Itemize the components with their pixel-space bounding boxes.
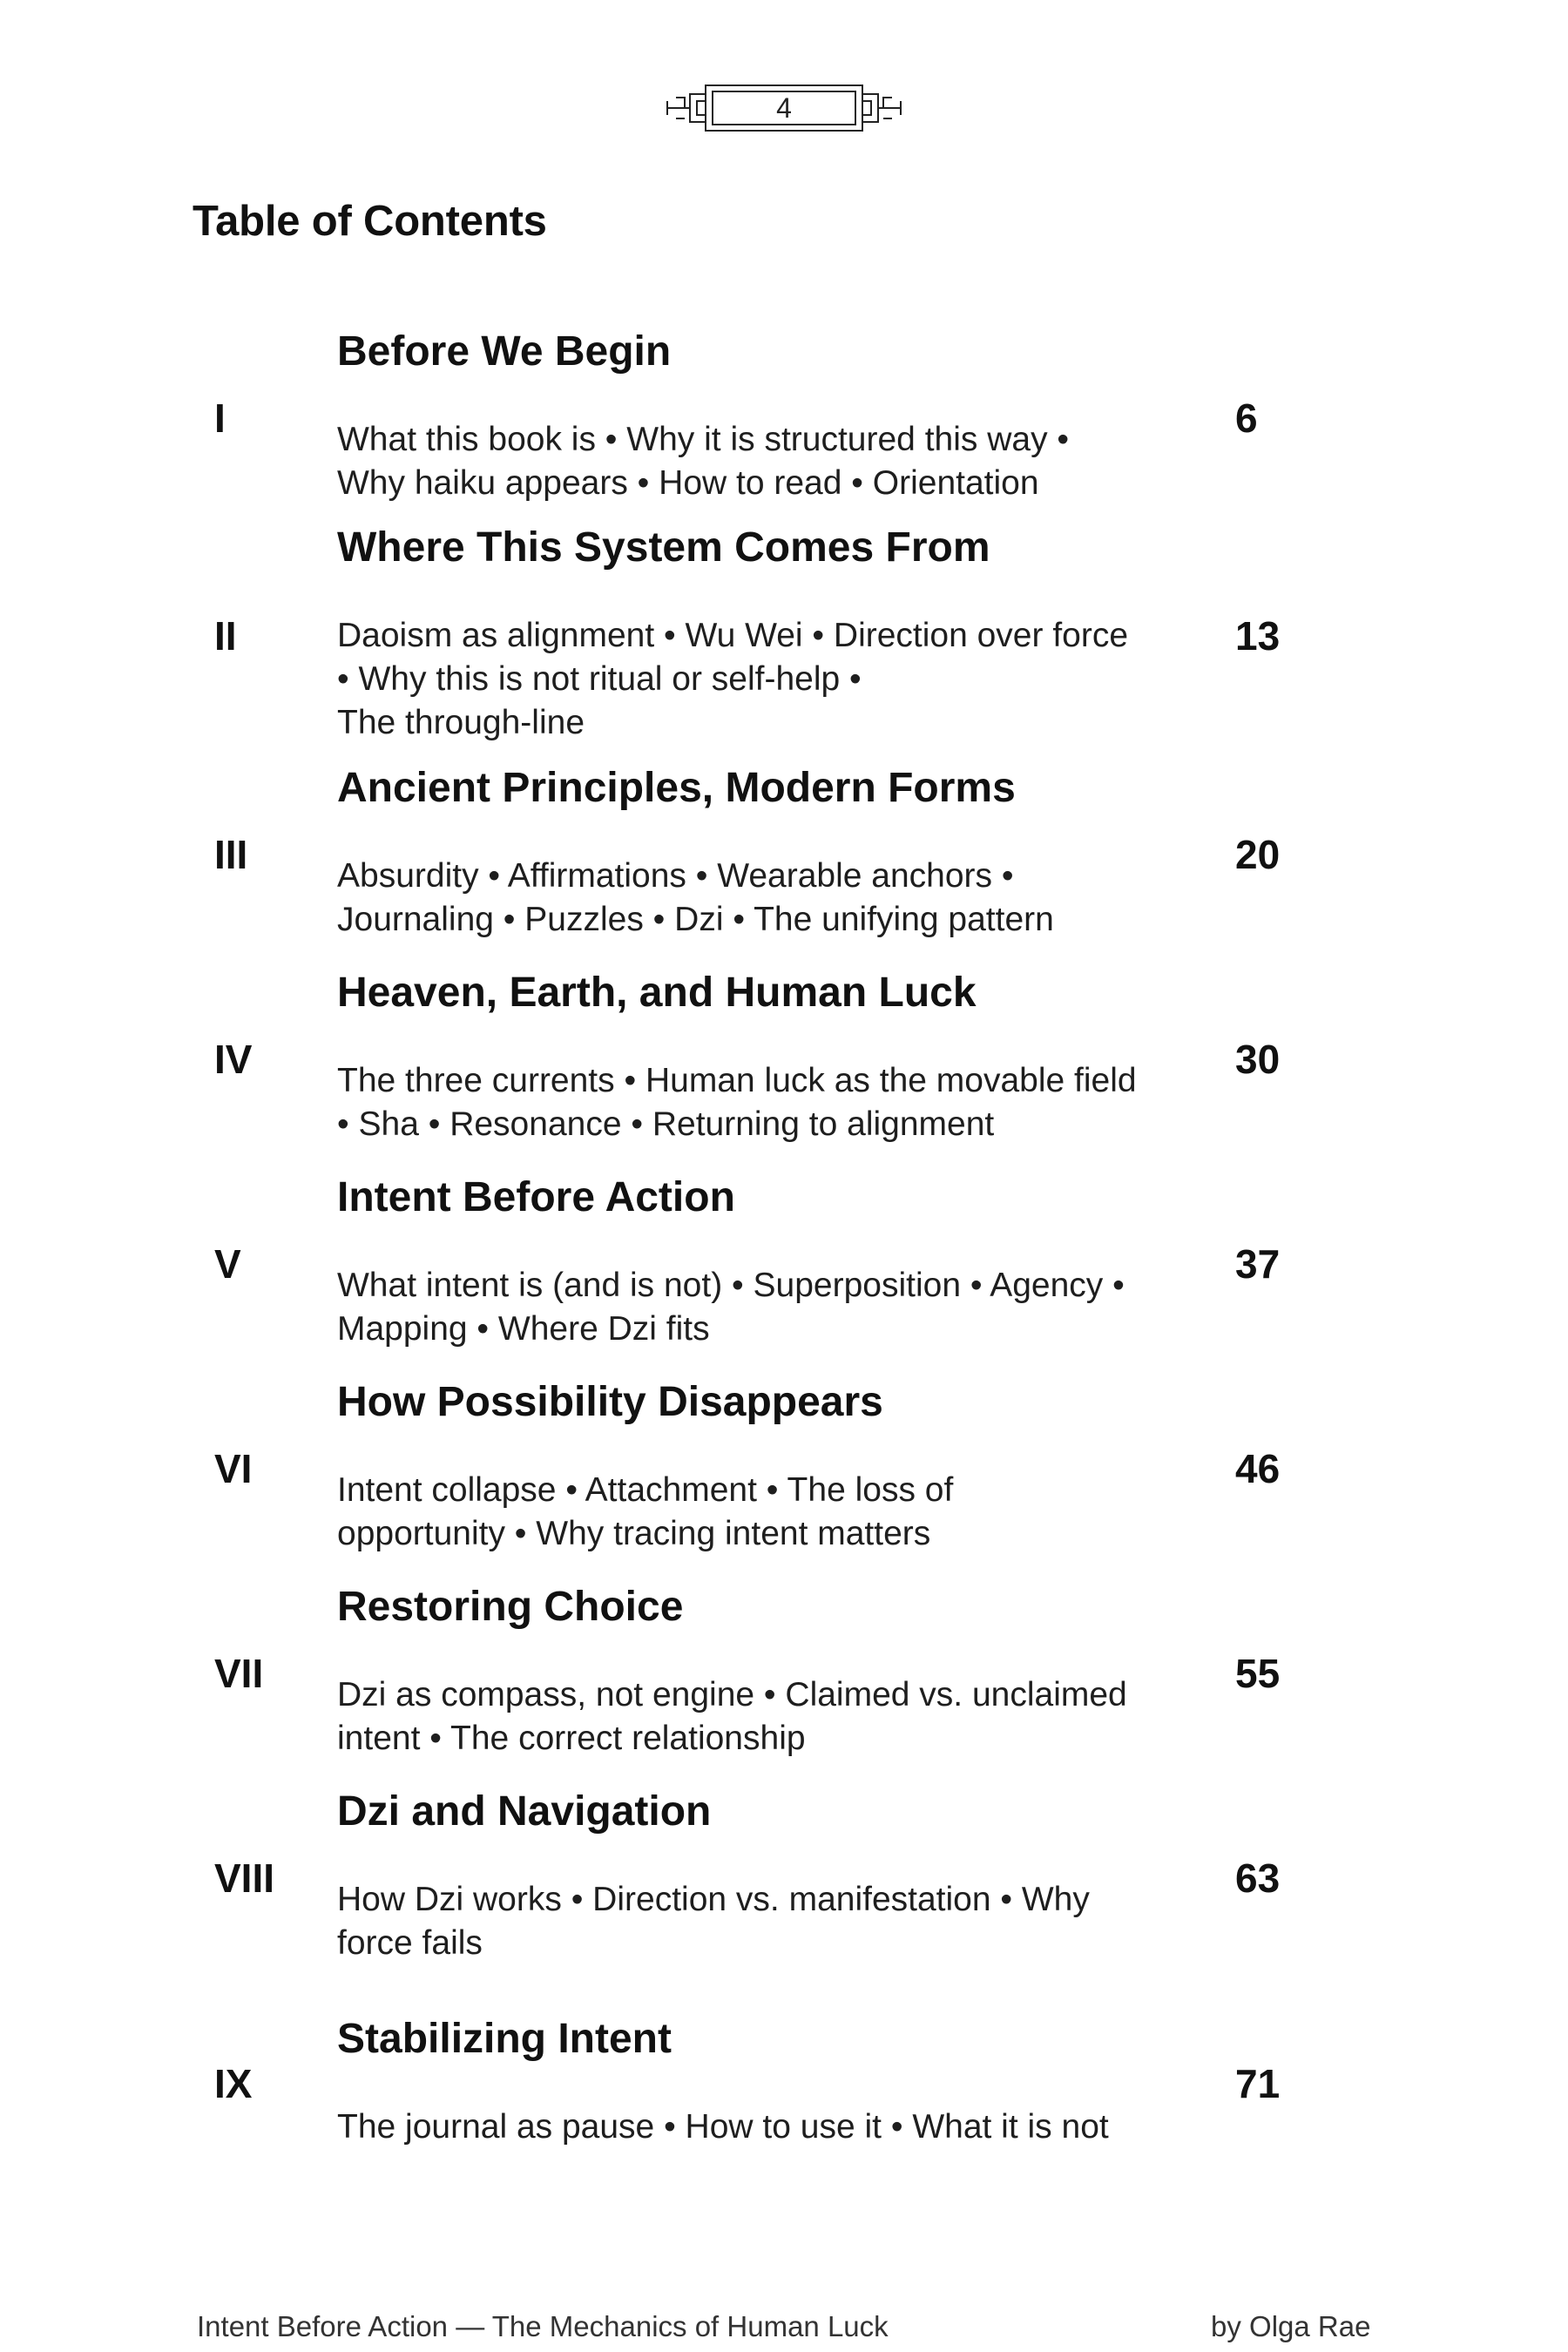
chapter-page-number: 46: [1235, 1446, 1281, 1491]
chapter-summary: The journal as pause • How to use it • What it is not: [337, 2108, 1109, 2146]
page-number: 4: [776, 92, 792, 124]
page-number-ornament: [664, 77, 904, 139]
chapter-page-number: 63: [1235, 1855, 1281, 1901]
chapter-page-number: 6: [1235, 395, 1258, 441]
footer-book-title: Intent Before Action — The Mechanics of Human Luck: [197, 2310, 889, 2342]
chapter-summary: What intent is (and is not) • Superposition • Agency • Mapping • Where Dzi fits: [337, 1267, 1125, 1348]
chapter-page-number: 13: [1235, 613, 1281, 659]
chapter-page-number: 20: [1235, 832, 1281, 877]
chapter-page-number: 37: [1235, 1241, 1281, 1287]
chapter-page-number: 71: [1235, 2061, 1281, 2106]
chapter-summary: Dzi as compass, not engine • Claimed vs. unclaimed intent • The correct relationship: [337, 1676, 1127, 1757]
chapter-title: Stabilizing Intent: [337, 2016, 672, 2062]
chapter-numeral: III: [214, 832, 248, 877]
chapter-title: Dzi and Navigation: [337, 1788, 712, 1835]
chapter-numeral: VI: [214, 1446, 253, 1491]
footer-author: by Olga Rae: [1211, 2310, 1371, 2342]
chapter-title: Intent Before Action: [337, 1174, 735, 1220]
chapter-summary: How Dzi works • Direction vs. manifestation • Why force fails: [337, 1881, 1090, 1962]
chapter-numeral: V: [214, 1241, 241, 1287]
chapter-title: Ancient Principles, Modern Forms: [337, 765, 1016, 811]
toc-heading: Table of Contents: [193, 198, 547, 245]
chapter-title: Heaven, Earth, and Human Luck: [337, 970, 977, 1016]
chapter-numeral: IX: [214, 2061, 253, 2106]
chapter-summary: Intent collapse • Attachment • The loss of opportunity • Why tracing intent matters: [337, 1471, 954, 1552]
chapter-numeral: I: [214, 395, 226, 441]
chapter-numeral: II: [214, 613, 237, 659]
chapter-numeral: VII: [214, 1651, 264, 1696]
chapter-summary: What this book is • Why it is structured this way • Why haiku appears • How to read • Orientation: [337, 421, 1070, 502]
chapter-page-number: 30: [1235, 1037, 1281, 1082]
chapter-title: Where This System Comes From: [337, 524, 990, 571]
chapter-page-number: 55: [1235, 1651, 1281, 1696]
chapter-numeral: IV: [214, 1037, 253, 1082]
chapter-title: How Possibility Disappears: [337, 1379, 883, 1425]
chapter-summary: Absurdity • Affirmations • Wearable anchors • Journaling • Puzzles • Dzi • The unifying pattern: [337, 857, 1054, 938]
chapter-title: Restoring Choice: [337, 1584, 684, 1630]
chapter-summary: The three currents • Human luck as the movable field • Sha • Resonance • Returning to alignment: [337, 1062, 1137, 1143]
chapter-summary: Daoism as alignment • Wu Wei • Direction over force • Why this is not ritual or self-help • The through-line: [337, 617, 1129, 741]
chapter-numeral: VIII: [214, 1855, 275, 1901]
chapter-title: Before We Begin: [337, 328, 672, 375]
